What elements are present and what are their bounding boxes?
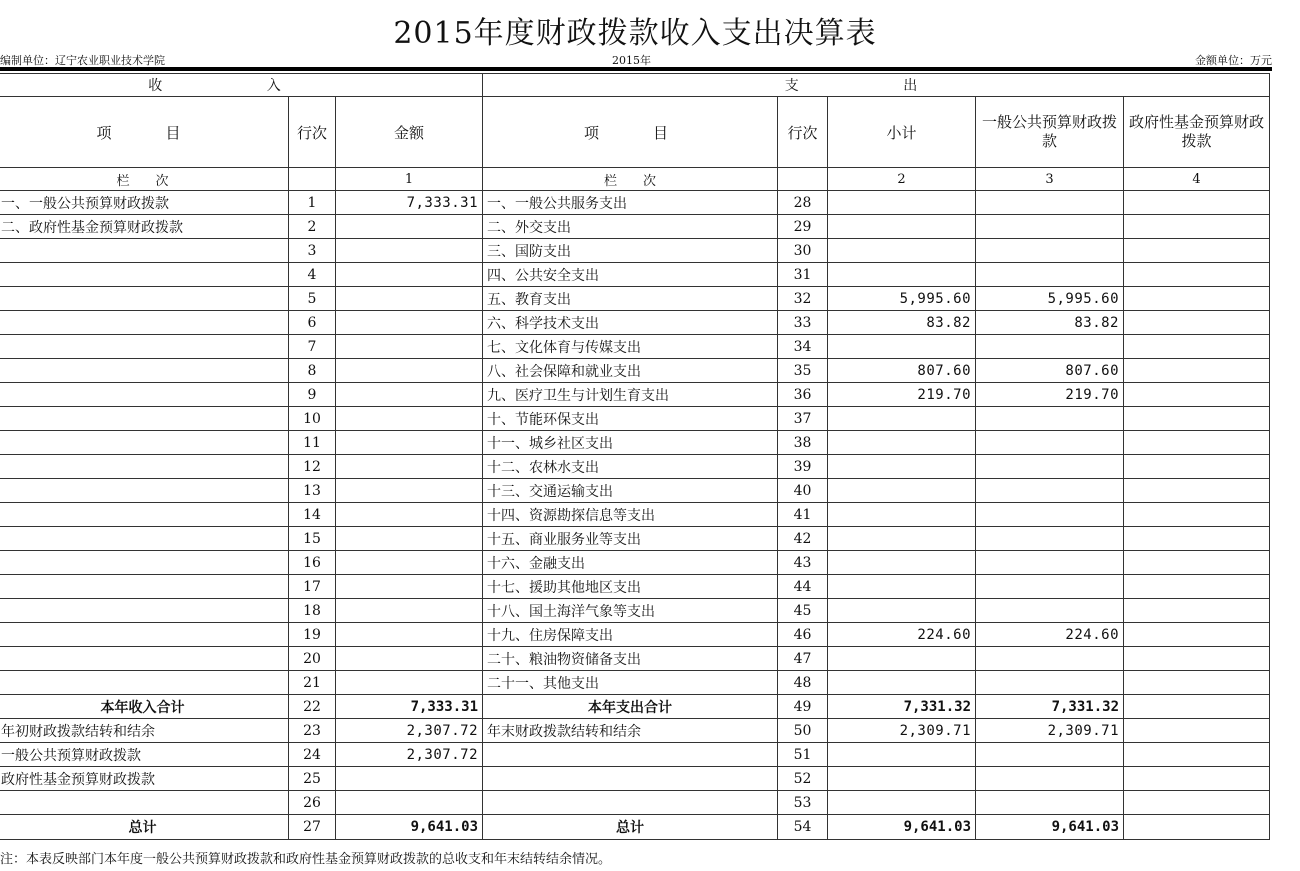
grand-total-income: 9,641.03 bbox=[336, 815, 483, 840]
row-no: 11 bbox=[289, 431, 336, 455]
page-title: 2015年度财政拨款收入支出决算表 bbox=[393, 16, 877, 51]
expense-item: 一、一般公共服务支出 bbox=[483, 191, 778, 215]
income-amount bbox=[336, 383, 483, 407]
income-item bbox=[0, 407, 289, 431]
row-no: 2 bbox=[289, 215, 336, 239]
income-amount bbox=[336, 311, 483, 335]
table-row bbox=[0, 407, 1270, 431]
row-no: 21 bbox=[289, 671, 336, 695]
empty-cell bbox=[1124, 719, 1270, 743]
subtotal-amount: 224.60 bbox=[828, 623, 976, 647]
empty-cell bbox=[0, 791, 289, 815]
income-item bbox=[0, 431, 289, 455]
income-total-row bbox=[0, 695, 1270, 719]
section-header-row bbox=[0, 74, 1270, 97]
amount-unit: 金额单位：万元 bbox=[1195, 54, 1272, 67]
expense-total-subtotal: 7,331.32 bbox=[828, 695, 976, 719]
carry-out-label: 年末财政拨款结转和结余 bbox=[483, 719, 778, 743]
row-no: 22 bbox=[289, 695, 336, 719]
empty-cell bbox=[289, 168, 336, 191]
blank-row bbox=[0, 791, 1270, 815]
general-budget-amount bbox=[976, 407, 1124, 431]
expense-item: 十五、商业服务业等支出 bbox=[483, 527, 778, 551]
table-row bbox=[0, 239, 1270, 263]
income-amount bbox=[336, 551, 483, 575]
table-row bbox=[0, 359, 1270, 383]
general-budget-amount bbox=[976, 647, 1124, 671]
gov-fund-amount bbox=[1124, 407, 1270, 431]
expense-item: 四、公共安全支出 bbox=[483, 263, 778, 287]
empty-cell bbox=[828, 791, 976, 815]
subtotal-amount bbox=[828, 407, 976, 431]
row-no: 45 bbox=[778, 599, 828, 623]
expense-header: 支 出 bbox=[483, 74, 1270, 97]
income-amount bbox=[336, 431, 483, 455]
income-amount bbox=[336, 527, 483, 551]
general-budget-amount bbox=[976, 551, 1124, 575]
expense-item: 十八、国土海洋气象等支出 bbox=[483, 599, 778, 623]
subtotal-amount: 219.70 bbox=[828, 383, 976, 407]
expense-total-label: 本年支出合计 bbox=[483, 695, 778, 719]
expense-col-label: 栏 次 bbox=[483, 168, 778, 191]
reporting-unit: 编制单位：辽宁农业职业技术学院 bbox=[0, 54, 165, 67]
income-item bbox=[0, 359, 289, 383]
table-row bbox=[0, 383, 1270, 407]
income-amount bbox=[336, 503, 483, 527]
subtotal-amount bbox=[828, 431, 976, 455]
income-item bbox=[0, 311, 289, 335]
general-carry-label: 一般公共预算财政拨款 bbox=[0, 743, 289, 767]
income-amount bbox=[336, 335, 483, 359]
carry-out-general: 2,309.71 bbox=[976, 719, 1124, 743]
empty-cell bbox=[1124, 791, 1270, 815]
carry-in-label: 年初财政拨款结转和结余 bbox=[0, 719, 289, 743]
income-item-header: 项 目 bbox=[0, 97, 289, 168]
general-budget-amount: 5,995.60 bbox=[976, 287, 1124, 311]
income-total-label: 本年收入合计 bbox=[0, 695, 289, 719]
row-no: 31 bbox=[778, 263, 828, 287]
empty-cell bbox=[828, 743, 976, 767]
gov-fund-amount bbox=[1124, 335, 1270, 359]
general-carry-amount: 2,307.72 bbox=[336, 743, 483, 767]
income-amount bbox=[336, 239, 483, 263]
row-no: 40 bbox=[778, 479, 828, 503]
expense-item: 十六、金融支出 bbox=[483, 551, 778, 575]
row-no: 7 bbox=[289, 335, 336, 359]
income-amount bbox=[336, 407, 483, 431]
row-no: 5 bbox=[289, 287, 336, 311]
empty-cell bbox=[976, 743, 1124, 767]
grand-total-subtotal: 9,641.03 bbox=[828, 815, 976, 840]
subtotal-amount: 83.82 bbox=[828, 311, 976, 335]
row-no: 4 bbox=[289, 263, 336, 287]
table-row bbox=[0, 503, 1270, 527]
grand-total-label: 总计 bbox=[0, 815, 289, 840]
income-item bbox=[0, 599, 289, 623]
expense-item: 二、外交支出 bbox=[483, 215, 778, 239]
subtotal-header: 小计 bbox=[828, 97, 976, 168]
row-no: 32 bbox=[778, 287, 828, 311]
row-no: 14 bbox=[289, 503, 336, 527]
subtotal-amount bbox=[828, 503, 976, 527]
row-no: 53 bbox=[778, 791, 828, 815]
income-amount bbox=[336, 455, 483, 479]
gov-fund-amount bbox=[1124, 311, 1270, 335]
gov-fund-header: 政府性基金预算财政拨款 bbox=[1124, 97, 1270, 168]
subtotal-amount: 807.60 bbox=[828, 359, 976, 383]
row-no: 34 bbox=[778, 335, 828, 359]
table-row bbox=[0, 623, 1270, 647]
income-amount bbox=[336, 671, 483, 695]
fund-carry-row bbox=[0, 767, 1270, 791]
table-row bbox=[0, 527, 1270, 551]
row-no: 36 bbox=[778, 383, 828, 407]
income-amount bbox=[336, 623, 483, 647]
income-amount bbox=[336, 263, 483, 287]
income-amount bbox=[336, 359, 483, 383]
row-no: 35 bbox=[778, 359, 828, 383]
gov-fund-amount bbox=[1124, 623, 1270, 647]
table-row bbox=[0, 263, 1270, 287]
col-3-label: 3 bbox=[976, 168, 1124, 191]
expense-item: 十二、农林水支出 bbox=[483, 455, 778, 479]
col-4-label: 4 bbox=[1124, 168, 1270, 191]
row-no: 9 bbox=[289, 383, 336, 407]
gov-fund-amount bbox=[1124, 647, 1270, 671]
row-no: 19 bbox=[289, 623, 336, 647]
gov-fund-amount bbox=[1124, 551, 1270, 575]
row-no: 41 bbox=[778, 503, 828, 527]
income-item bbox=[0, 287, 289, 311]
table-row bbox=[0, 287, 1270, 311]
col-1-label: 1 bbox=[336, 168, 483, 191]
general-budget-amount: 807.60 bbox=[976, 359, 1124, 383]
general-budget-amount bbox=[976, 527, 1124, 551]
table-row bbox=[0, 311, 1270, 335]
income-total-amount: 7,333.31 bbox=[336, 695, 483, 719]
expense-item: 三、国防支出 bbox=[483, 239, 778, 263]
row-no: 16 bbox=[289, 551, 336, 575]
empty-cell bbox=[336, 791, 483, 815]
row-no: 17 bbox=[289, 575, 336, 599]
income-amount bbox=[336, 575, 483, 599]
income-item bbox=[0, 383, 289, 407]
table-row bbox=[0, 671, 1270, 695]
income-item bbox=[0, 335, 289, 359]
expense-item: 十四、资源勘探信息等支出 bbox=[483, 503, 778, 527]
general-budget-amount bbox=[976, 575, 1124, 599]
carryover-row bbox=[0, 719, 1270, 743]
gov-fund-amount bbox=[1124, 575, 1270, 599]
row-no: 46 bbox=[778, 623, 828, 647]
row-no: 12 bbox=[289, 455, 336, 479]
gov-fund-amount bbox=[1124, 503, 1270, 527]
table-row bbox=[0, 215, 1270, 239]
table-row bbox=[0, 431, 1270, 455]
row-no: 47 bbox=[778, 647, 828, 671]
row-no: 25 bbox=[289, 767, 336, 791]
empty-cell bbox=[976, 791, 1124, 815]
income-amount bbox=[336, 647, 483, 671]
gov-fund-amount bbox=[1124, 527, 1270, 551]
expense-row-no-header: 行次 bbox=[778, 97, 828, 168]
row-no: 39 bbox=[778, 455, 828, 479]
table-row bbox=[0, 479, 1270, 503]
row-no: 13 bbox=[289, 479, 336, 503]
gov-fund-amount bbox=[1124, 287, 1270, 311]
subtotal-amount bbox=[828, 647, 976, 671]
footnote: 注：本表反映部门本年度一般公共预算财政拨款和政府性基金预算财政拨款的总收支和年末结转结余情况。 bbox=[0, 852, 612, 867]
income-item bbox=[0, 551, 289, 575]
row-no: 8 bbox=[289, 359, 336, 383]
fund-carry-label: 政府性基金预算财政拨款 bbox=[0, 767, 289, 791]
expense-item: 五、教育支出 bbox=[483, 287, 778, 311]
row-no: 24 bbox=[289, 743, 336, 767]
column-header-row bbox=[0, 97, 1270, 168]
expense-item: 十一、城乡社区支出 bbox=[483, 431, 778, 455]
budget-table bbox=[0, 73, 1270, 840]
row-no: 42 bbox=[778, 527, 828, 551]
row-no: 54 bbox=[778, 815, 828, 840]
table-row bbox=[0, 599, 1270, 623]
table-row bbox=[0, 191, 1270, 215]
subtotal-amount bbox=[828, 455, 976, 479]
general-budget-amount: 219.70 bbox=[976, 383, 1124, 407]
empty-cell bbox=[483, 743, 778, 767]
carry-out-subtotal: 2,309.71 bbox=[828, 719, 976, 743]
subtotal-amount bbox=[828, 335, 976, 359]
income-item bbox=[0, 671, 289, 695]
income-item: 一、一般公共预算财政拨款 bbox=[0, 191, 289, 215]
income-item bbox=[0, 263, 289, 287]
row-no: 37 bbox=[778, 407, 828, 431]
expense-total-general: 7,331.32 bbox=[976, 695, 1124, 719]
general-budget-amount bbox=[976, 431, 1124, 455]
gov-fund-amount bbox=[1124, 455, 1270, 479]
expense-item-header: 项 目 bbox=[483, 97, 778, 168]
column-number-row bbox=[0, 168, 1270, 191]
row-no: 50 bbox=[778, 719, 828, 743]
empty-cell bbox=[1124, 695, 1270, 719]
general-carry-row bbox=[0, 743, 1270, 767]
row-no: 18 bbox=[289, 599, 336, 623]
empty-cell bbox=[778, 168, 828, 191]
empty-cell bbox=[828, 767, 976, 791]
table-row bbox=[0, 647, 1270, 671]
general-budget-amount bbox=[976, 599, 1124, 623]
table-row bbox=[0, 551, 1270, 575]
subtotal-amount bbox=[828, 479, 976, 503]
row-no: 1 bbox=[289, 191, 336, 215]
row-no: 10 bbox=[289, 407, 336, 431]
general-budget-amount bbox=[976, 239, 1124, 263]
subtotal-amount bbox=[828, 671, 976, 695]
expense-item: 六、科学技术支出 bbox=[483, 311, 778, 335]
row-no: 28 bbox=[778, 191, 828, 215]
income-amount bbox=[336, 599, 483, 623]
subtotal-amount bbox=[828, 215, 976, 239]
expense-item: 九、医疗卫生与计划生育支出 bbox=[483, 383, 778, 407]
gov-fund-amount bbox=[1124, 191, 1270, 215]
general-budget-header: 一般公共预算财政拨款 bbox=[976, 97, 1124, 168]
expense-item: 二十、粮油物资储备支出 bbox=[483, 647, 778, 671]
general-budget-amount bbox=[976, 335, 1124, 359]
expense-item: 二十一、其他支出 bbox=[483, 671, 778, 695]
income-item bbox=[0, 527, 289, 551]
subtotal-amount bbox=[828, 239, 976, 263]
expense-item: 十三、交通运输支出 bbox=[483, 479, 778, 503]
row-no: 52 bbox=[778, 767, 828, 791]
income-item bbox=[0, 455, 289, 479]
subtotal-amount bbox=[828, 263, 976, 287]
row-no: 6 bbox=[289, 311, 336, 335]
income-amount: 7,333.31 bbox=[336, 191, 483, 215]
row-no: 38 bbox=[778, 431, 828, 455]
carry-in-amount: 2,307.72 bbox=[336, 719, 483, 743]
empty-cell bbox=[1124, 743, 1270, 767]
row-no: 26 bbox=[289, 791, 336, 815]
income-item bbox=[0, 647, 289, 671]
row-no: 48 bbox=[778, 671, 828, 695]
gov-fund-amount bbox=[1124, 263, 1270, 287]
income-item: 二、政府性基金预算财政拨款 bbox=[0, 215, 289, 239]
expense-item: 七、文化体育与传媒支出 bbox=[483, 335, 778, 359]
gov-fund-amount bbox=[1124, 479, 1270, 503]
table-row bbox=[0, 575, 1270, 599]
income-amount bbox=[336, 479, 483, 503]
expense-item: 八、社会保障和就业支出 bbox=[483, 359, 778, 383]
income-amount bbox=[336, 287, 483, 311]
income-row-no-header: 行次 bbox=[289, 97, 336, 168]
table-row bbox=[0, 335, 1270, 359]
gov-fund-amount bbox=[1124, 215, 1270, 239]
general-budget-amount bbox=[976, 263, 1124, 287]
row-no: 15 bbox=[289, 527, 336, 551]
subtotal-amount: 5,995.60 bbox=[828, 287, 976, 311]
subtotal-amount bbox=[828, 575, 976, 599]
general-budget-amount bbox=[976, 191, 1124, 215]
general-budget-amount: 83.82 bbox=[976, 311, 1124, 335]
row-no: 33 bbox=[778, 311, 828, 335]
expense-item: 十、节能环保支出 bbox=[483, 407, 778, 431]
general-budget-amount bbox=[976, 215, 1124, 239]
gov-fund-amount bbox=[1124, 383, 1270, 407]
income-item bbox=[0, 239, 289, 263]
income-item bbox=[0, 623, 289, 647]
income-amount bbox=[336, 215, 483, 239]
gov-fund-amount bbox=[1124, 239, 1270, 263]
row-no: 3 bbox=[289, 239, 336, 263]
report-year: 2015年 bbox=[612, 54, 651, 67]
empty-cell bbox=[1124, 815, 1270, 840]
row-no: 29 bbox=[778, 215, 828, 239]
general-budget-amount bbox=[976, 479, 1124, 503]
general-budget-amount bbox=[976, 455, 1124, 479]
empty-cell bbox=[976, 767, 1124, 791]
general-budget-amount: 224.60 bbox=[976, 623, 1124, 647]
row-no: 43 bbox=[778, 551, 828, 575]
income-header: 收 入 bbox=[0, 74, 483, 97]
subtotal-amount bbox=[828, 551, 976, 575]
expense-item: 十七、援助其他地区支出 bbox=[483, 575, 778, 599]
grand-total-general: 9,641.03 bbox=[976, 815, 1124, 840]
expense-item: 十九、住房保障支出 bbox=[483, 623, 778, 647]
income-item bbox=[0, 575, 289, 599]
amount-header: 金额 bbox=[336, 97, 483, 168]
row-no: 27 bbox=[289, 815, 336, 840]
col-2-label: 2 bbox=[828, 168, 976, 191]
gov-fund-amount bbox=[1124, 359, 1270, 383]
gov-fund-amount bbox=[1124, 599, 1270, 623]
table-row bbox=[0, 455, 1270, 479]
empty-cell bbox=[1124, 767, 1270, 791]
header-rule bbox=[0, 67, 1272, 71]
grand-total-expense-label: 总计 bbox=[483, 815, 778, 840]
row-no: 49 bbox=[778, 695, 828, 719]
row-no: 23 bbox=[289, 719, 336, 743]
income-item bbox=[0, 503, 289, 527]
grand-total-row bbox=[0, 815, 1270, 840]
empty-cell bbox=[483, 791, 778, 815]
income-item bbox=[0, 479, 289, 503]
gov-fund-amount bbox=[1124, 431, 1270, 455]
subtotal-amount bbox=[828, 527, 976, 551]
row-no: 20 bbox=[289, 647, 336, 671]
subtotal-amount bbox=[828, 191, 976, 215]
subtotal-amount bbox=[828, 599, 976, 623]
row-no: 30 bbox=[778, 239, 828, 263]
row-no: 51 bbox=[778, 743, 828, 767]
general-budget-amount bbox=[976, 671, 1124, 695]
income-col-label: 栏 次 bbox=[0, 168, 289, 191]
row-no: 44 bbox=[778, 575, 828, 599]
gov-fund-amount bbox=[1124, 671, 1270, 695]
empty-cell bbox=[483, 767, 778, 791]
general-budget-amount bbox=[976, 503, 1124, 527]
empty-cell bbox=[336, 767, 483, 791]
